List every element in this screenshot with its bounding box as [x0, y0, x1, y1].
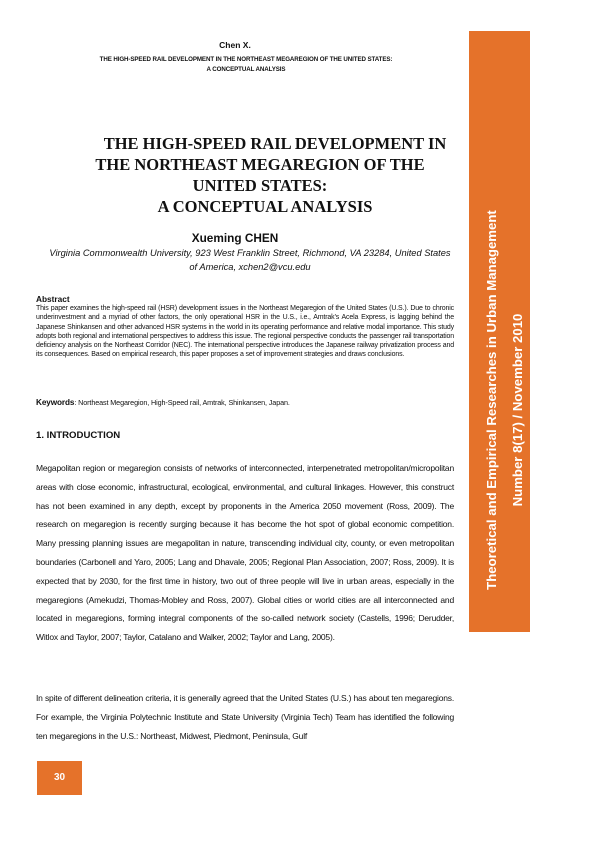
- running-header-title-line: THE HIGH-SPEED RAIL DEVELOPMENT IN THE NORTHEAST MEGAREGION OF THE UNITED STATES:: [99, 56, 393, 63]
- keywords-text: : Northeast Megaregion, High-Speed rail, Amtrak, Shinkansen, Japan.: [74, 398, 290, 407]
- running-header-title-line: A CONCEPTUAL ANALYSIS: [206, 65, 286, 73]
- keywords-label: Keywords: [36, 398, 75, 407]
- body-paragraph: Megapolitan region or megaregion consists of networks of interconnected, interpenetrated metropolitan/micropolitan areas with close economic, infrastructural, ecological, environmental, and cultural linkages. However, this construct has not been examined in any depth, except by proponents in the America 2050 movement (Ross, 2009). The research on megaregion is recently surging because it has become the hot spot of global economic competition. Many pressing planning issues are megapolitan in nature, transcending individual city, county, or even metropolitan boundaries (Carbonell and Yaro, 2005; Lang and Dhavale, 2005; Regional Plan Association, 2007; Ross, 2009). It is expected that by 2030, for the first time in history, two out of three people will live in urban areas, especially in the megaregions (Amekudzi, Thomas-Mobley and Ross, 2007). Global cities or world cities are all interconnected and located in megaregions, forming integral components of the so-called network society (Castells, 1996; Derudder, Witlox and Taylor, 2007; Taylor, Catalano and Walker, 2002; Taylor and Lang, 2005).: [36, 463, 454, 643]
- paper-title: [55, 133, 465, 217]
- author-name: Xueming CHEN: [191, 231, 279, 245]
- journal-issue: Number 8(17) / November 2010: [510, 313, 525, 507]
- running-header-title: [40, 55, 452, 74]
- paper-title-line: THE NORTHEAST MEGAREGION OF THE: [95, 155, 425, 174]
- paper-title-line: THE HIGH-SPEED RAIL DEVELOPMENT IN: [103, 134, 447, 153]
- abstract-heading: Abstract: [36, 294, 70, 304]
- paper-title-line: A CONCEPTUAL ANALYSIS: [157, 197, 373, 216]
- page-number: 30: [53, 772, 66, 783]
- section-heading: 1. INTRODUCTION: [36, 430, 121, 441]
- journal-name: Theoretical and Empirical Researches in Urban Management: [484, 210, 499, 590]
- author-affiliation: Virginia Commonwealth University, 923 West Franklin Street, Richmond, VA 23284, United States of America, xchen2@vcu.edu: [49, 248, 451, 272]
- running-header-author: Chen X.: [219, 40, 251, 50]
- abstract-text: This paper examines the high-speed rail (HSR) development issues in the Northeast Megaregion of the United States (U.S.). Due to chronic underinvestment and a myriad of other factors, the only operational HSR in the U.S., i.e., Amtrak’s Acela Express, is lagging behind the Japanese Shinkansen and other advanced HSR systems in the world in its operating performance and relative modal importance. This study adopts both regional and international perspectives to address this issue. The regional perspective conducts the passenger rail transportation deficiency analysis on the Northeast Corridor (NEC). The international perspective introduces the Japanese railway privatization process and its consequences. Based on empirical research, this paper proposes a set of improvement strategies and draws conclusions.: [36, 305, 454, 359]
- paper-title-line: UNITED STATES:: [192, 176, 328, 195]
- keywords: [36, 398, 456, 407]
- body-paragraph: In spite of different delineation criteria, it is generally agreed that the United States (U.S.) has about ten megaregions. For example, the Virginia Polytechnic Institute and State University (Virginia Tech) Team has identified the following ten megaregions in the U.S.: Northeast, Midwest, Piedmont, Peninsula, Gulf: [36, 693, 454, 741]
